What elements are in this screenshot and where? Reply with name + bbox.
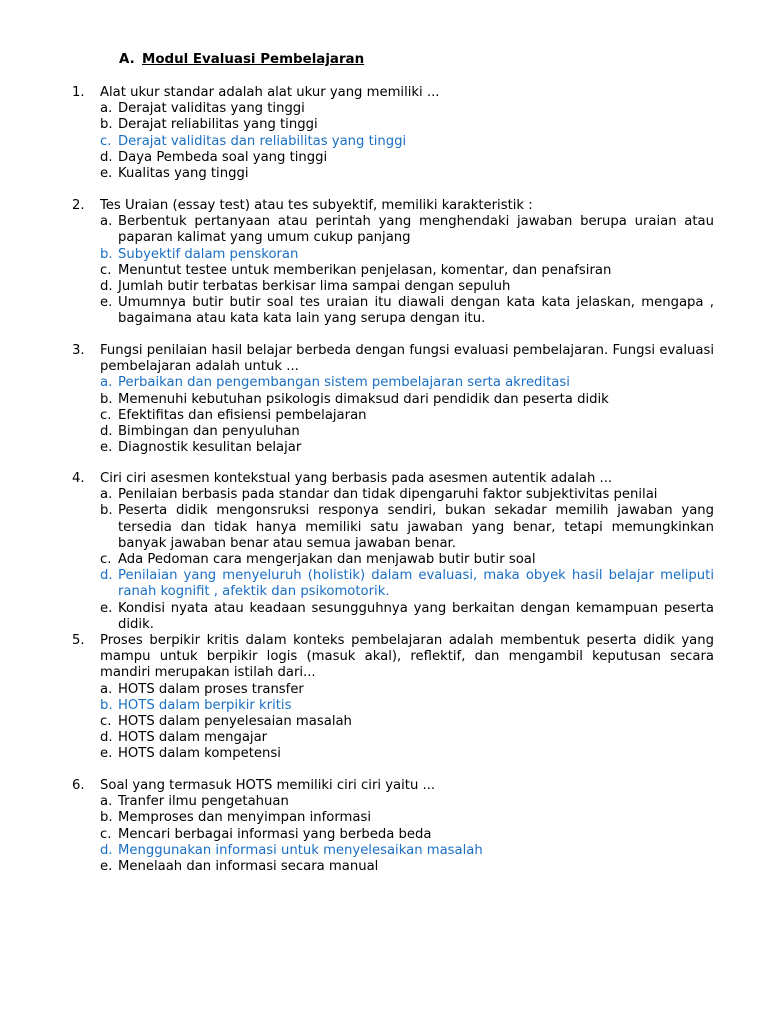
option-c-answer	[72, 134, 714, 150]
option-c	[72, 552, 714, 568]
option-text: Subyektif dalam penskoran	[118, 246, 299, 262]
option-letter: b.	[100, 810, 113, 826]
option-text: Derajat validitas dan reliabilitas yang tinggi	[118, 133, 407, 149]
option-text: Memenuhi kebutuhan psikologis dimaksud dari pendidik dan peserta didik	[118, 391, 609, 407]
option-text: Perbaikan dan pengembangan sistem pembelajaran serta akreditasi	[118, 375, 570, 391]
option-text: Bimbingan dan penyuluhan	[118, 424, 300, 440]
question-1	[72, 85, 714, 182]
option-letter: c.	[100, 407, 112, 423]
option-e	[72, 295, 714, 327]
option-c	[72, 714, 714, 730]
option-letter: d.	[100, 730, 113, 746]
option-b	[72, 392, 714, 408]
option-list	[72, 101, 714, 182]
question-number: 5.	[72, 633, 85, 648]
option-d	[72, 424, 714, 440]
option-letter: b.	[100, 697, 113, 713]
option-a	[72, 101, 714, 117]
section-heading	[119, 51, 364, 69]
option-text: Menggunakan informasi untuk menyelesaikan masalah	[118, 842, 483, 858]
option-letter: d.	[100, 568, 113, 584]
option-text: Derajat reliabilitas yang tinggi	[118, 117, 318, 133]
option-e	[72, 601, 714, 633]
option-letter: a.	[100, 375, 113, 391]
option-text: HOTS dalam kompetensi	[118, 746, 281, 762]
option-text: Peserta didik mengonsruksi responya sendiri, bukan sekadar memilih jawaban yang tersedia dan tidak hanya memiliki satu jawaban yang benar, tetapi memungkinkan banyak jawaban benar atau semua jawaban benar.	[118, 503, 714, 551]
option-letter: a.	[100, 794, 113, 810]
option-b	[72, 117, 714, 133]
option-letter: d.	[100, 149, 113, 165]
question-stem: Ciri ciri asesmen kontekstual yang berbasis pada asesmen autentik adalah ...	[100, 471, 613, 486]
option-letter: c.	[100, 133, 112, 149]
option-text: Daya Pembeda soal yang tinggi	[118, 149, 328, 165]
option-letter: e.	[100, 166, 113, 182]
option-letter: e.	[100, 600, 113, 616]
option-text: Ada Pedoman cara mengerjakan dan menjawab butir butir soal	[118, 552, 536, 568]
option-b-answer	[72, 698, 714, 714]
option-a	[72, 794, 714, 810]
option-text: Menelaah dan informasi secara manual	[118, 859, 379, 875]
option-text: HOTS dalam proses transfer	[118, 681, 304, 697]
question-5	[72, 633, 714, 763]
section-title: Modul Evaluasi Pembelajaran	[142, 52, 365, 67]
option-letter: c.	[100, 826, 112, 842]
option-b	[72, 503, 714, 552]
question-stem: Fungsi penilaian hasil belajar berbeda dengan fungsi evaluasi pembelajaran. Fungsi evaluasi pembelajaran adalah untuk ...	[100, 343, 714, 375]
option-e	[72, 859, 714, 875]
option-b-answer	[72, 247, 714, 263]
option-list	[72, 214, 714, 327]
option-text: HOTS dalam mengajar	[118, 730, 268, 746]
option-letter: a.	[100, 101, 113, 117]
option-list	[72, 682, 714, 763]
option-letter: b.	[100, 246, 113, 262]
option-text: Memproses dan menyimpan informasi	[118, 810, 371, 826]
option-text: Umumnya butir butir soal tes uraian itu diawali dengan kata kata jelaskan, mengapa , bagaimana atau kata kata lain yang serupa dengan itu.	[118, 295, 714, 327]
question-number: 6.	[72, 778, 85, 793]
option-c	[72, 263, 714, 279]
question-4	[72, 471, 714, 633]
option-letter: e.	[100, 859, 113, 875]
option-text: Kondisi nyata atau keadaan sesungguhnya yang berkaitan dengan kemampuan peserta didik.	[118, 600, 714, 632]
question-number: 2.	[72, 198, 85, 213]
option-letter: a.	[100, 487, 113, 503]
option-letter: e.	[100, 295, 113, 311]
option-a	[72, 682, 714, 698]
option-text: Penilaian yang menyeluruh (holistik) dalam evaluasi, maka obyek hasil belajar meliputi ranah kognifit , afektik dan psikomotorik.	[118, 568, 714, 600]
option-d	[72, 730, 714, 746]
option-letter: c.	[100, 714, 112, 730]
question-2	[72, 198, 714, 328]
option-c	[72, 827, 714, 843]
question-stem: Alat ukur standar adalah alat ukur yang memiliki ...	[100, 85, 440, 100]
option-e	[72, 746, 714, 762]
option-list	[72, 794, 714, 875]
option-d-answer	[72, 843, 714, 859]
option-a	[72, 214, 714, 246]
option-letter: a.	[100, 681, 113, 697]
option-letter: c.	[100, 552, 112, 568]
option-text: Penilaian berbasis pada standar dan tidak dipengaruhi faktor subjektivitas penilai	[118, 487, 658, 503]
option-letter: b.	[100, 391, 113, 407]
option-text: HOTS dalam berpikir kritis	[118, 697, 292, 713]
option-letter: a.	[100, 214, 113, 230]
option-text: Tranfer ilmu pengetahuan	[118, 794, 289, 810]
option-letter: d.	[100, 424, 113, 440]
option-text: Kualitas yang tinggi	[118, 166, 249, 182]
question-stem: Tes Uraian (essay test) atau tes subyektif, memiliki karakteristik :	[100, 198, 533, 213]
option-d	[72, 150, 714, 166]
question-6	[72, 778, 714, 875]
option-text: Derajat validitas yang tinggi	[118, 101, 305, 117]
option-a-answer	[72, 375, 714, 391]
section-letter: A.	[119, 52, 135, 67]
option-text: Menuntut testee untuk memberikan penjelasan, komentar, dan penafsiran	[118, 262, 612, 278]
option-letter: d.	[100, 279, 113, 295]
option-e	[72, 440, 714, 456]
option-e	[72, 166, 714, 182]
option-list	[72, 375, 714, 456]
option-letter: b.	[100, 503, 113, 519]
option-d	[72, 279, 714, 295]
option-text: Berbentuk pertanyaan atau perintah yang menghendaki jawaban berupa uraian atau paparan kalimat yang umum cukup panjang	[118, 214, 714, 246]
option-text: HOTS dalam penyelesaian masalah	[118, 714, 352, 730]
option-letter: c.	[100, 262, 112, 278]
option-letter: b.	[100, 117, 113, 133]
option-text: Mencari berbagai informasi yang berbeda beda	[118, 826, 432, 842]
option-letter: e.	[100, 440, 113, 456]
option-a	[72, 487, 714, 503]
option-c	[72, 408, 714, 424]
question-3	[72, 343, 714, 456]
option-text: Diagnostik kesulitan belajar	[118, 440, 302, 456]
option-d-answer	[72, 568, 714, 600]
option-list	[72, 487, 714, 633]
option-letter: d.	[100, 842, 113, 858]
question-number: 4.	[72, 471, 85, 486]
option-text: Efektifitas dan efisiensi pembelajaran	[118, 407, 367, 423]
question-stem: Proses berpikir kritis dalam konteks pembelajaran adalah membentuk peserta didik yang mampu untuk berpikir logis (masuk akal), reflektif, dan mengambil keputusan secara mandiri merupakan istilah dari...	[100, 633, 714, 681]
option-letter: e.	[100, 746, 113, 762]
question-stem: Soal yang termasuk HOTS memiliki ciri ciri yaitu ...	[100, 778, 436, 793]
question-number: 1.	[72, 85, 85, 100]
option-text: Jumlah butir terbatas berkisar lima sampai dengan sepuluh	[118, 279, 511, 295]
option-b	[72, 810, 714, 826]
question-number: 3.	[72, 343, 85, 358]
